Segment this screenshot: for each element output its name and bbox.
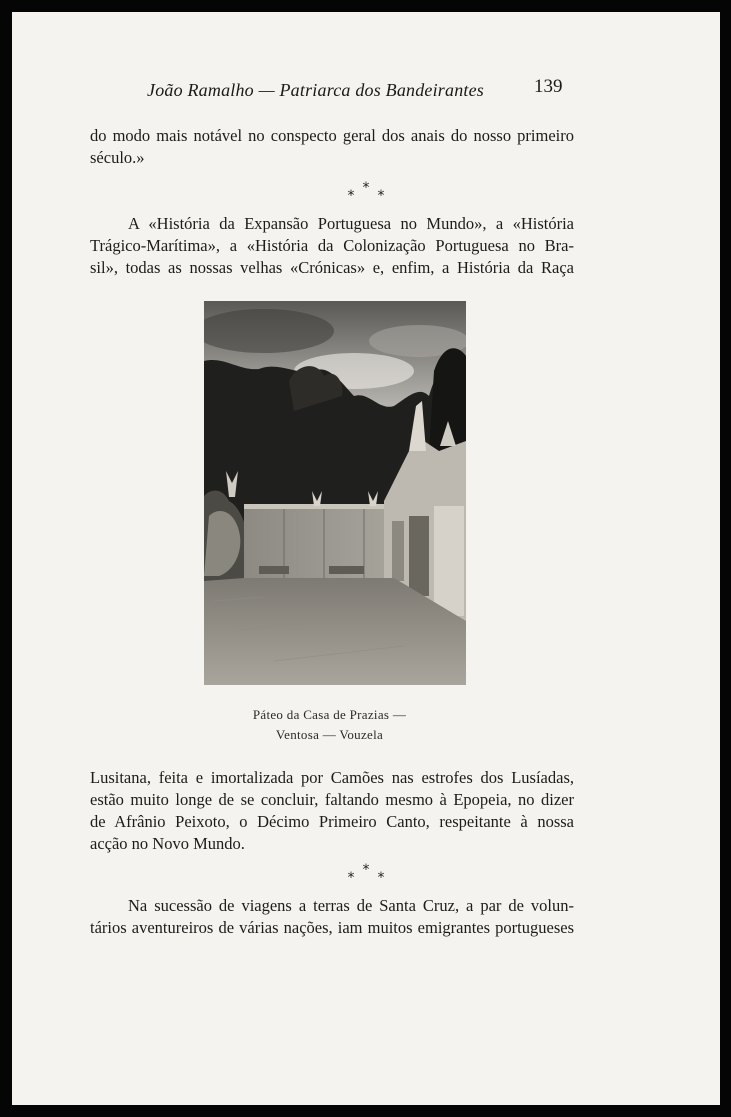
text-line: sil», todas as nossas velhas «Crónicas» e, enfim, a História da Raça (90, 258, 574, 277)
section-separator-1 (12, 180, 720, 204)
running-title: João Ramalho — Patriarca dos Bandeirantes (147, 80, 485, 100)
asterisk-icon: * (347, 870, 355, 886)
asterisk-icon: * (362, 180, 370, 196)
figure-caption (12, 705, 647, 745)
page-header (12, 74, 720, 104)
asterisk-icon: * (347, 188, 355, 204)
asterisk-icon: * (362, 862, 370, 878)
text-line: estão muito longe de se concluir, faltando mesmo à Epopeia, no dizer (90, 790, 574, 809)
text-line: A «História da Expansão Portuguesa no Mundo», a «História (128, 214, 574, 233)
text-line: de Afrânio Peixoto, o Décimo Primeiro Canto, respeitante à nossa (90, 812, 574, 831)
page-number: 139 (534, 76, 563, 97)
text-line: tários aventureiros de várias nações, iam muitos emigrantes portugueses (90, 918, 574, 937)
paragraph-3 (90, 767, 574, 855)
courtyard-photo-image (204, 301, 466, 685)
book-page (12, 12, 720, 1105)
text-line: do modo mais notável no conspecto geral dos anais do nosso primeiro (90, 126, 574, 145)
asterisk-icon: * (377, 188, 385, 204)
text-line: Trágico-Marítima», a «História da Colonização Portuguesa no Bra- (90, 236, 574, 255)
text-line: Na sucessão de viagens a terras de Santa Cruz, a par de volun- (128, 896, 574, 915)
paragraph-1 (90, 125, 574, 169)
paragraph-4 (90, 895, 574, 939)
text-line: acção no Novo Mundo. (90, 834, 245, 853)
text-line: século.» (90, 148, 145, 167)
asterisk-icon: * (377, 870, 385, 886)
caption-line-2: Ventosa — Vouzela (275, 727, 384, 742)
text-line: Lusitana, feita e imortalizada por Camões nas estrofes dos Lusíadas, (90, 768, 574, 787)
paragraph-2 (90, 213, 574, 279)
section-separator-2 (12, 862, 720, 886)
caption-line-1: Páteo da Casa de Prazias — (252, 707, 407, 722)
courtyard-photograph (204, 301, 466, 685)
